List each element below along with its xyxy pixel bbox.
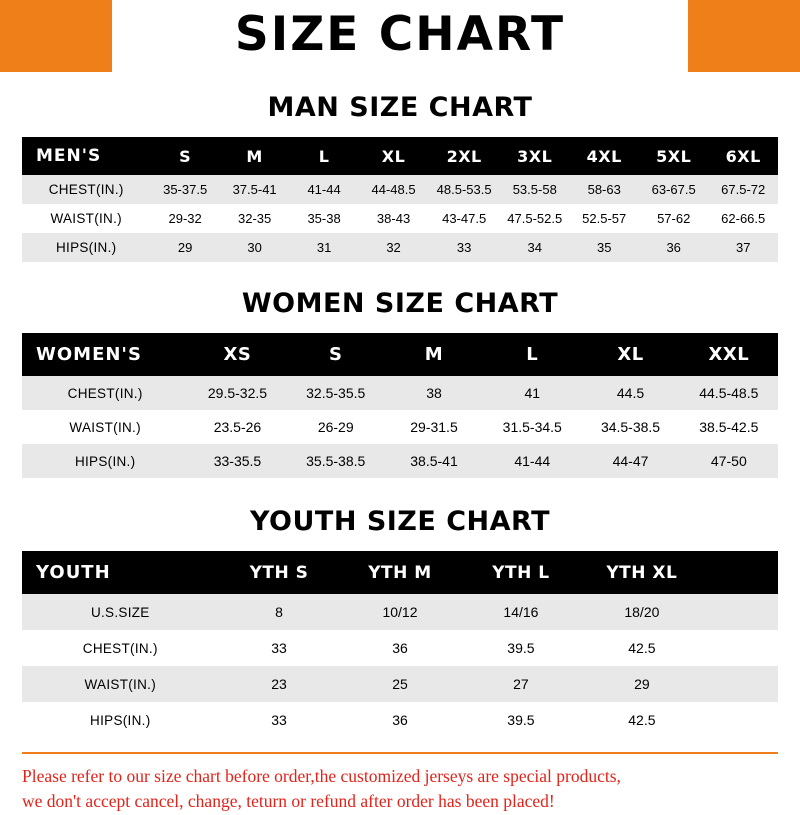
men-waist-3xl: 47.5-52.5 [507,211,563,226]
table-row [22,702,778,738]
youth-size-table [22,551,778,738]
youth-waist-l: 27 [513,676,529,692]
men-hips-6xl: 37 [735,240,751,255]
men-waist-5xl: 57-62 [657,211,691,226]
men-table-header-row [22,137,778,175]
men-chest-2xl: 48.5-53.5 [436,182,492,197]
youth-chest-m: 36 [392,640,408,656]
men-chest-l: 41-44 [307,182,341,197]
men-section-title: MAN SIZE CHART [267,92,533,123]
women-waist-xs: 23.5-26 [213,419,262,435]
table-row [22,594,778,630]
table-row [22,175,778,204]
women-row-hips-label: HIPS(IN.) [74,453,136,469]
youth-col-m: YTH M [368,562,432,583]
women-chest-xs: 29.5-32.5 [207,385,268,401]
men-waist-6xl: 62-66.5 [721,211,766,226]
men-chest-xl: 44-48.5 [371,182,416,197]
women-col-l: L [526,344,539,365]
women-table-header-row [22,333,778,376]
men-row-waist-label: WAIST(IN.) [50,211,122,226]
youth-waist-xl: 29 [634,676,650,692]
youth-ussize-xl: 18/20 [624,604,660,620]
men-col-xl: XL [381,146,406,166]
youth-waist-s: 23 [271,676,287,692]
men-hips-4xl: 35 [596,240,612,255]
men-hips-2xl: 33 [456,240,472,255]
men-row-chest-label: CHEST(IN.) [48,182,124,197]
men-hips-3xl: 34 [527,240,542,255]
youth-ussize-spacer [702,594,778,630]
women-hips-xs: 33-35.5 [213,453,262,469]
men-chest-m: 37.5-41 [232,182,277,197]
youth-waist-m: 25 [392,676,408,692]
men-col-5xl: 5XL [656,146,692,166]
youth-col-spacer [702,551,778,594]
women-chest-l: 41 [524,385,541,401]
men-waist-xl: 38-43 [376,211,411,226]
youth-chest-spacer [702,630,778,666]
men-waist-4xl: 52.5-57 [582,211,627,226]
youth-table-header-row [22,551,778,594]
women-col-xl: XL [617,344,644,365]
youth-hips-spacer [702,702,778,738]
youth-hips-m: 36 [392,712,408,728]
table-row [22,233,778,262]
disclaimer-line-2: we don't accept cancel, change, teturn or refund after order has been placed! [22,791,555,812]
women-hips-l: 41-44 [514,453,551,469]
women-chest-s: 32.5-35.5 [306,385,366,401]
women-waist-l: 31.5-34.5 [502,419,562,435]
table-row [22,204,778,233]
women-hips-xl: 44-47 [612,453,649,469]
men-hips-5xl: 36 [666,240,681,255]
men-hips-m: 30 [247,240,262,255]
women-header-label: WOMEN'S [36,344,142,365]
women-waist-xl: 34.5-38.5 [600,419,661,435]
youth-row-waist-label: WAIST(IN.) [84,676,157,692]
women-section-title: WOMEN SIZE CHART [241,288,559,319]
women-chest-xxl: 44.5-48.5 [699,385,759,401]
women-col-xxl: XXL [708,344,750,365]
men-col-m: M [246,146,263,166]
men-col-4xl: 4XL [586,146,622,166]
youth-chest-xl: 42.5 [628,640,656,656]
women-col-s: S [328,344,343,365]
women-col-xs: XS [223,344,252,365]
men-chest-5xl: 63-67.5 [651,182,696,197]
men-waist-m: 32-35 [237,211,272,226]
disclaimer-note [22,752,778,815]
page-title: SIZE CHART [234,6,566,62]
men-col-s: S [179,146,192,166]
men-chest-s: 35-37.5 [163,182,208,197]
men-chest-3xl: 53.5-58 [512,182,557,197]
youth-ussize-m: 10/12 [382,604,418,620]
youth-waist-spacer [702,666,778,702]
youth-ussize-l: 14/16 [503,604,539,620]
men-waist-s: 29-32 [168,211,202,226]
women-waist-xxl: 38.5-42.5 [699,419,759,435]
women-waist-s: 26-29 [317,419,354,435]
women-waist-m: 29-31.5 [410,419,458,435]
youth-header-label: YOUTH [36,562,111,583]
men-col-3xl: 3XL [517,146,553,166]
table-row [22,410,778,444]
table-row [22,444,778,478]
women-hips-m: 38.5-41 [410,453,458,469]
youth-chest-l: 39.5 [507,640,535,656]
youth-section-title: YOUTH SIZE CHART [249,506,551,537]
youth-hips-l: 39.5 [507,712,535,728]
youth-hips-xl: 42.5 [628,712,656,728]
women-size-table [22,333,778,478]
men-chest-6xl: 67.5-72 [721,182,766,197]
women-hips-s: 35.5-38.5 [306,453,366,469]
youth-row-ussize-label: U.S.SIZE [90,604,150,620]
youth-col-l: YTH L [492,562,550,583]
women-row-chest-label: CHEST(IN.) [67,385,143,401]
disclaimer-line-1: Please refer to our size chart before order,the customized jerseys are special products, [22,766,621,786]
men-row-hips-label: HIPS(IN.) [55,240,117,255]
women-hips-xxl: 47-50 [710,453,747,469]
men-col-2xl: 2XL [446,146,482,166]
content-area [0,92,800,815]
men-header-label: MEN'S [36,146,102,166]
men-waist-2xl: 43-47.5 [442,211,487,226]
youth-row-chest-label: CHEST(IN.) [82,640,158,656]
table-row [22,666,778,702]
table-row [22,376,778,410]
men-chest-4xl: 58-63 [587,182,621,197]
women-col-m: M [424,344,444,365]
table-row [22,630,778,666]
women-chest-m: 38 [426,385,442,401]
youth-ussize-s: 8 [275,604,283,620]
women-chest-xl: 44.5 [616,385,645,401]
men-waist-l: 35-38 [307,211,341,226]
men-col-l: L [318,146,330,166]
header-band [0,0,800,72]
men-hips-xl: 32 [386,240,401,255]
youth-hips-s: 33 [271,712,287,728]
youth-row-hips-label: HIPS(IN.) [90,712,151,728]
youth-chest-s: 33 [271,640,287,656]
men-hips-l: 31 [316,240,332,255]
youth-col-xl: YTH XL [606,562,678,583]
men-hips-s: 29 [177,240,193,255]
women-row-waist-label: WAIST(IN.) [69,419,141,435]
youth-col-s: YTH S [249,562,309,583]
men-size-table [22,137,778,262]
men-col-6xl: 6XL [725,146,761,166]
